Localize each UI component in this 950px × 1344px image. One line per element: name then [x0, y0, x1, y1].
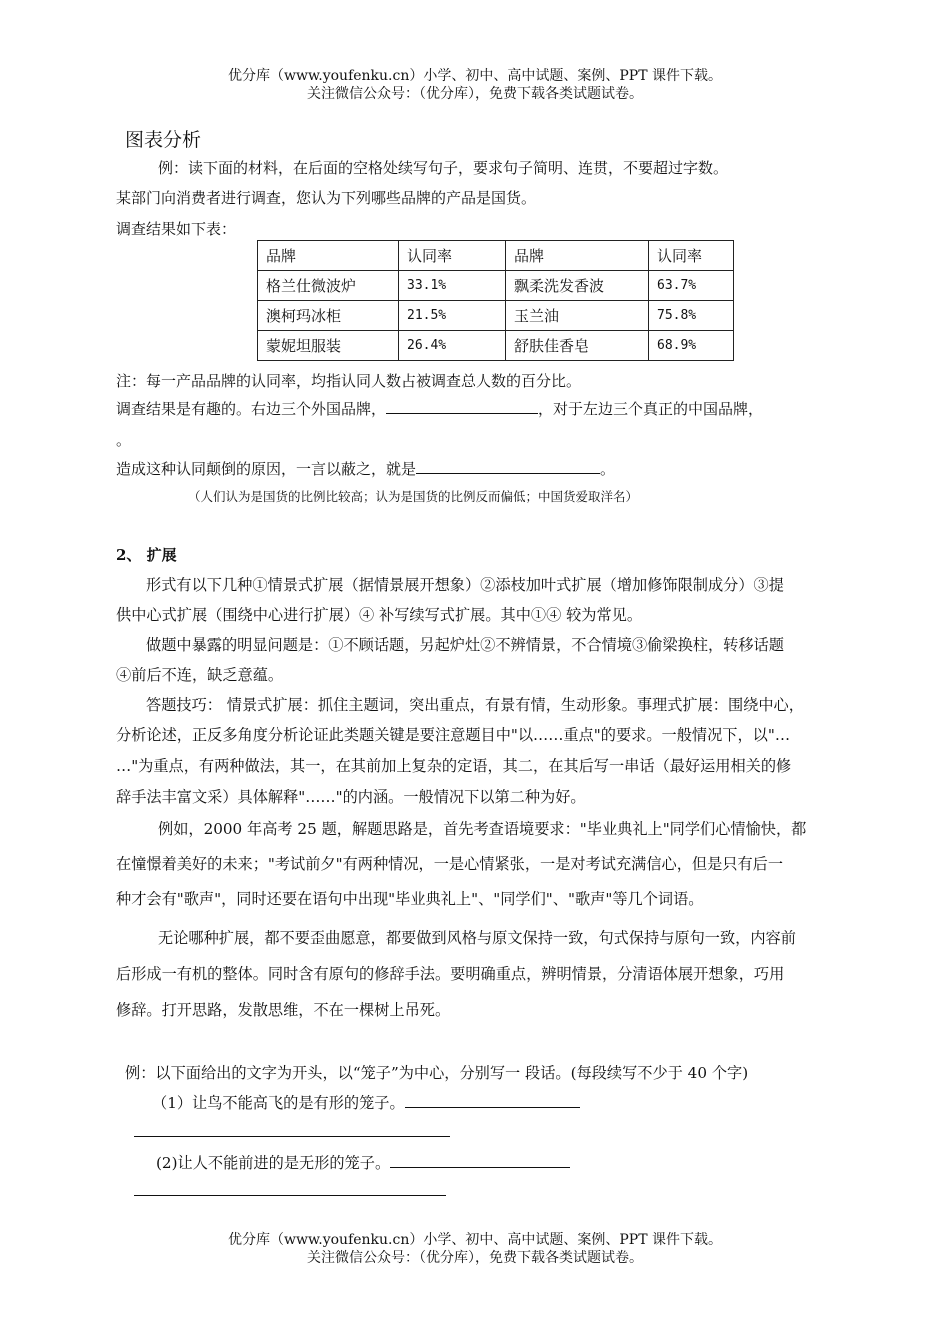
- question-2-part-b: 。: [600, 460, 616, 478]
- paragraph-4-line-3: 种才会有"歌声"，同时还要在语句中出现"毕业典礼上"、"同学们"、"歌声"等几个词语。: [116, 890, 704, 908]
- header-line-1: 优分库（www.youfenku.cn）小学、初中、高中试题、案例、PPT 课件下载。: [227, 68, 722, 84]
- paragraph-3-line-4: 辞手法丰富文采）具体解释"……"的内涵。一般情况下以第二种为好。: [116, 788, 586, 806]
- survey-table: [257, 240, 734, 361]
- question-1-part-b: ，对于左边三个真正的中国品牌，: [538, 400, 764, 418]
- table-row: [258, 271, 734, 301]
- table-header-cell: 品牌: [506, 241, 649, 271]
- exercise-item-2: [156, 1152, 570, 1173]
- paragraph-4-line-1: 例如，2000 年高考 25 题，解题思路是，首先考查语境要求："毕业典礼上"同学们心情愉快，都: [158, 820, 807, 838]
- rate-cell: 63.7%: [649, 271, 734, 301]
- section-title: 图表分析: [125, 129, 202, 151]
- answer-key: （人们认为是国货的比例比较高；认为是国货的比例反而偏低；中国货爱取洋名）: [188, 489, 639, 504]
- brand-cell: 玉兰油: [506, 301, 649, 331]
- table-header-cell: 品牌: [258, 241, 399, 271]
- exercise-item-2-text: (2)让人不能前进的是无形的笼子。: [156, 1154, 391, 1172]
- table-caption: 调查结果如下表：: [116, 220, 237, 238]
- table-row: [258, 301, 734, 331]
- paragraph-5-line-3: 修辞。打开思路，发散思维，不在一棵树上吊死。: [116, 1001, 451, 1019]
- paragraph-3-line-3: …"为重点，有两种做法，其一，在其前加上复杂的定语，其二，在其后写一串话（最好运用相关的修: [116, 757, 792, 775]
- rate-cell: 21.5%: [399, 301, 506, 331]
- rate-cell: 33.1%: [399, 271, 506, 301]
- exercise-item-1-text: （1）让鸟不能高飞的是有形的笼子。: [152, 1094, 405, 1112]
- writing-line-2[interactable]: [134, 1195, 446, 1196]
- paragraph-5-line-1: 无论哪种扩展，都不要歪曲愿意，都要做到风格与原文保持一致，句式保持与原句一致，内容前: [158, 929, 796, 947]
- exercise-blank-2[interactable]: [390, 1153, 570, 1168]
- header-line-2: 关注微信公众号：（优分库），免费下载各类试题试卷。: [307, 86, 643, 102]
- paragraph-1-line-2: 供中心式扩展（围绕中心进行扩展）④ 补写续写式扩展。其中①④ 较为常见。: [116, 606, 643, 624]
- paragraph-2-line-1: 做题中暴露的明显问题是：①不顾话题，另起炉灶②不辨情景，不合情境③偷梁换柱，转移话题: [146, 636, 784, 654]
- paragraph-3-line-1: 答题技巧： 情景式扩展：抓住主题词，突出重点，有景有情，生动形象。事理式扩展：围绕中心，: [146, 696, 804, 714]
- answer-blank-1[interactable]: [386, 399, 538, 414]
- question-1: [116, 398, 763, 419]
- rate-cell: 75.8%: [649, 301, 734, 331]
- table-header-row: [258, 241, 734, 271]
- question-2: [116, 458, 615, 479]
- exercise-intro: 例：以下面给出的文字为开头，以“笼子”为中心，分别写一 段话。(每段续写不少于 40 个字): [125, 1064, 749, 1082]
- paragraph-4-line-2: 在憧憬着美好的未来；"考试前夕"有两种情况，一是心情紧张，一是对考试充满信心，但是只有后一: [116, 855, 784, 873]
- paragraph-1-line-1: 形式有以下几种①情景式扩展（据情景展开想象）②添枝加叶式扩展（增加修饰限制成分）③提: [146, 576, 784, 594]
- example-intro: 例：读下面的材料，在后面的空格处续写句子，要求句子简明、连贯，不要超过字数。: [158, 159, 729, 177]
- paragraph-5-line-2: 后形成一有机的整体。同时含有原句的修辞手法。要明确重点，辨明情景，分清语体展开想象，巧用: [116, 965, 785, 983]
- rate-cell: 68.9%: [649, 331, 734, 361]
- exercise-blank-1[interactable]: [405, 1093, 580, 1108]
- table-note: 注：每一产品品牌的认同率，均指认同人数占被调查总人数的百分比。: [116, 372, 582, 390]
- paragraph-2-line-2: ④前后不连，缺乏意蕴。: [116, 666, 284, 684]
- rate-cell: 26.4%: [399, 331, 506, 361]
- table-header-cell: 认同率: [649, 241, 734, 271]
- question-1-part-a: 调查结果是有趣的。右边三个外国品牌，: [116, 400, 387, 418]
- paragraph-3-line-2: 分析论述，正反多角度分析论证此类题关键是要注意题目中"以……重点"的要求。一般情况下，以"…: [116, 726, 791, 744]
- brand-cell: 蒙妮坦服装: [258, 331, 399, 361]
- brand-cell: 飘柔洗发香波: [506, 271, 649, 301]
- brand-cell: 舒肤佳香皂: [506, 331, 649, 361]
- footer-line-1: 优分库（www.youfenku.cn）小学、初中、高中试题、案例、PPT 课件下载。: [227, 1232, 722, 1248]
- question-1-end: 。: [116, 431, 132, 449]
- table-header-cell: 认同率: [399, 241, 506, 271]
- section-heading-expand: 2、 扩展: [116, 546, 177, 564]
- brand-cell: 澳柯玛冰柜: [258, 301, 399, 331]
- survey-context: 某部门向消费者进行调查，您认为下列哪些品牌的产品是国货。: [116, 189, 537, 207]
- brand-cell: 格兰仕微波炉: [258, 271, 399, 301]
- table-row: [258, 331, 734, 361]
- answer-blank-2[interactable]: [416, 459, 600, 474]
- footer-line-2: 关注微信公众号：（优分库），免费下载各类试题试卷。: [307, 1250, 643, 1266]
- writing-line-1[interactable]: [134, 1136, 450, 1137]
- exercise-item-1: [152, 1092, 580, 1113]
- question-2-part-a: 造成这种认同颠倒的原因，一言以蔽之，就是: [116, 460, 417, 478]
